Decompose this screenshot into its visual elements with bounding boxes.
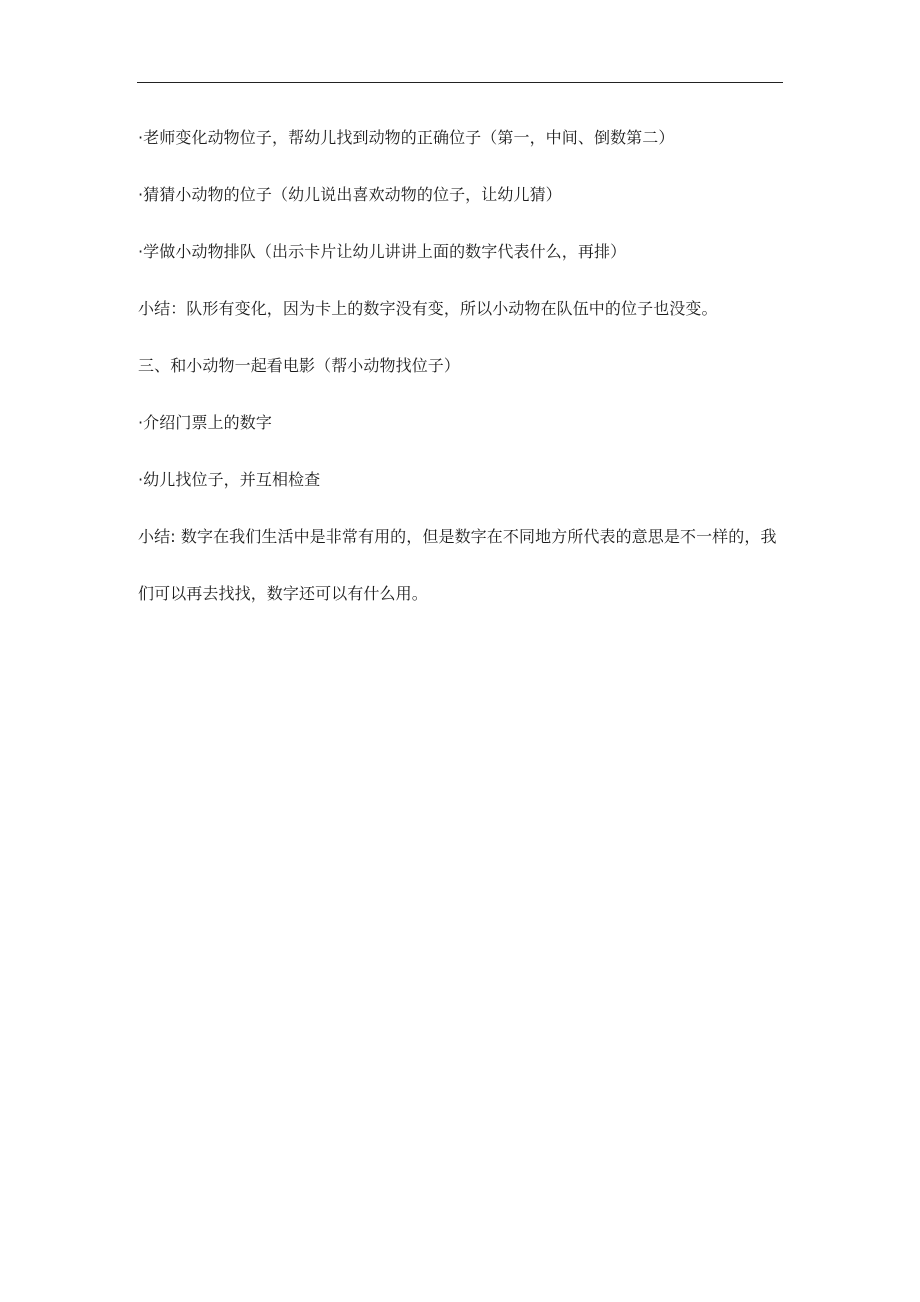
summary-line-2: 们可以再去找找，数字还可以有什么用。 bbox=[138, 584, 428, 603]
text-line-queue-activity: ·学做小动物排队（出示卡片让幼儿讲讲上面的数字代表什么，再排） bbox=[138, 242, 627, 261]
summary-line-1: 小结: 数字在我们生活中是非常有用的，但是数字在不同地方所代表的意思是不一样的，我 bbox=[138, 527, 777, 546]
text-line-animal-positions: ·老师变化动物位子，帮幼儿找到动物的正确位子（第一，中间、倒数第二） bbox=[138, 128, 675, 147]
section-heading-movie: 三、和小动物一起看电影（帮小动物找位子） bbox=[138, 356, 461, 375]
header-rule bbox=[137, 82, 783, 83]
text-line-ticket-numbers: ·介绍门票上的数字 bbox=[138, 413, 272, 432]
text-line-guess-positions: ·猜猜小动物的位子（幼儿说出喜欢动物的位子，让幼儿猜） bbox=[138, 185, 562, 204]
document-body bbox=[138, 123, 784, 636]
summary-paragraph bbox=[138, 522, 784, 608]
text-line-summary-queue: 小结：队形有变化，因为卡上的数字没有变，所以小动物在队伍中的位子也没变。 bbox=[138, 299, 718, 318]
text-line-find-seats: ·幼儿找位子，并互相检查 bbox=[138, 470, 321, 489]
